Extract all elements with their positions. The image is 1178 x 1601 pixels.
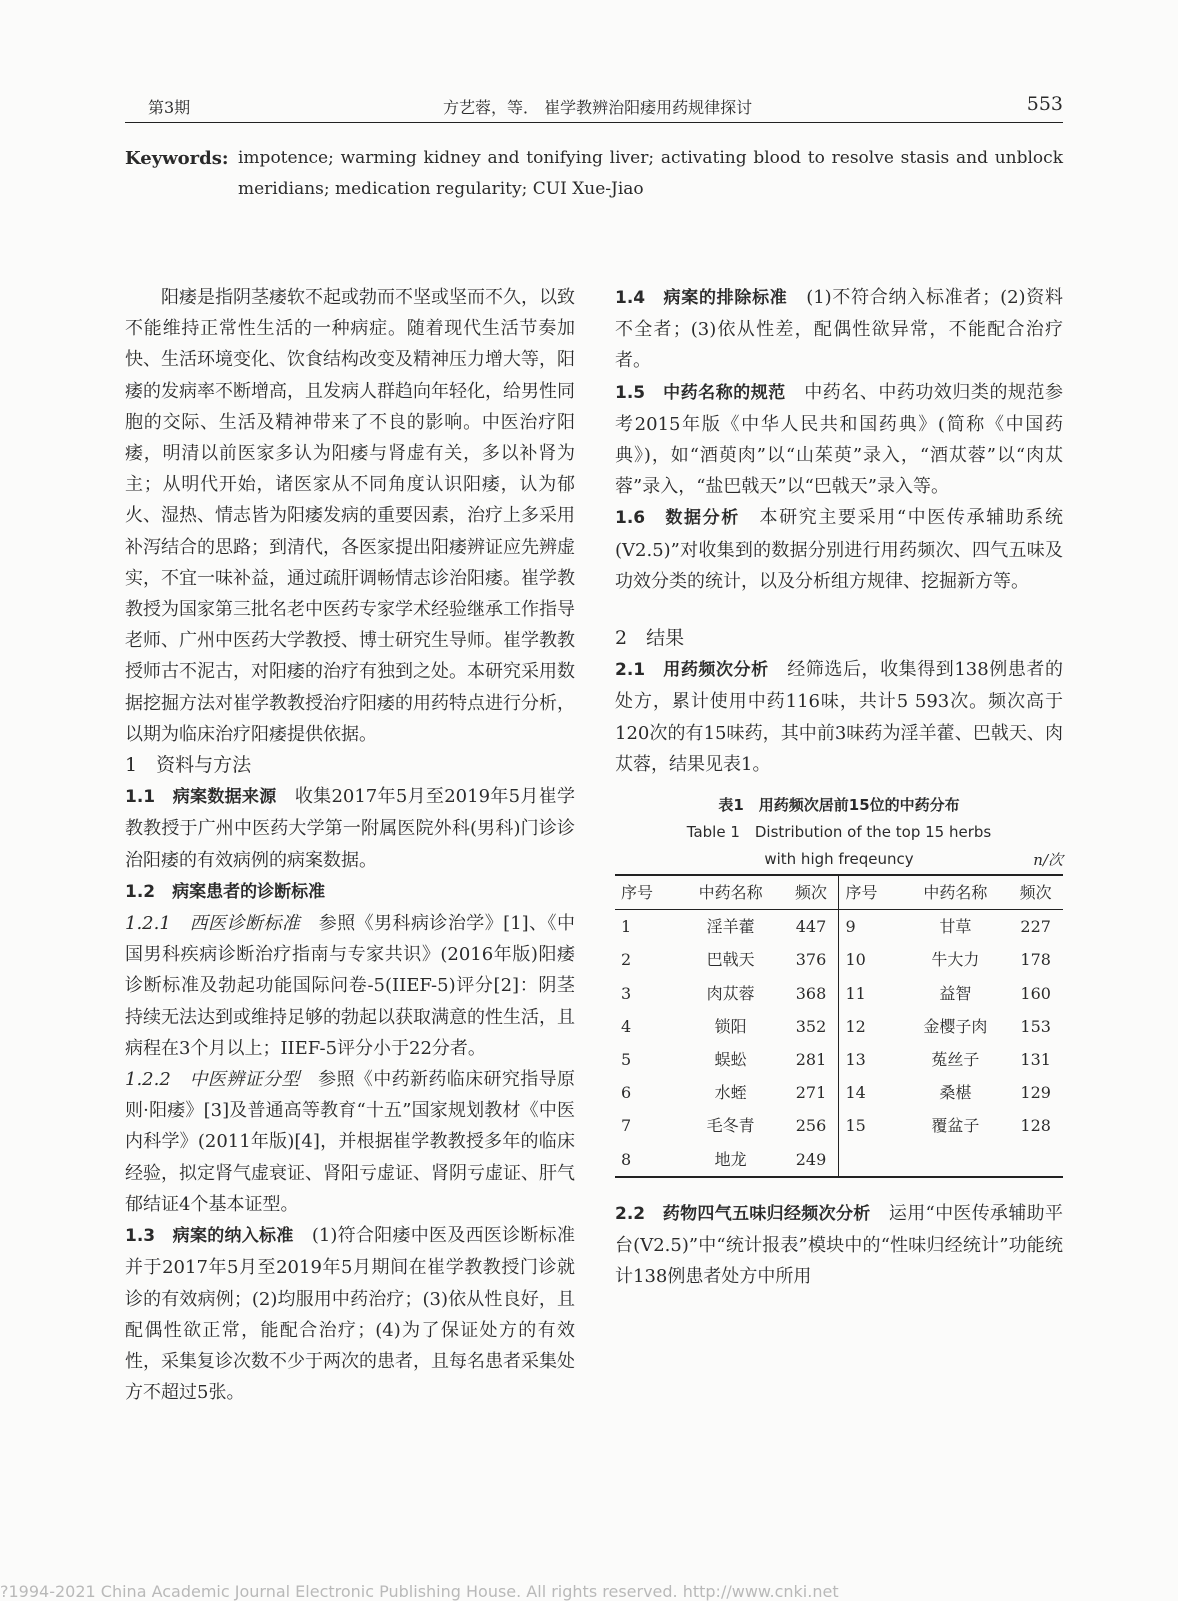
table-header-cell: 中药名称 <box>902 875 1008 910</box>
section-1-6 <box>615 502 1063 597</box>
table-cell: 271 <box>795 1083 827 1103</box>
table-cell: 甘草 <box>939 917 972 937</box>
section-1-4-text: (1)不符合纳入标准者；(2)资料不全者；(3)依从性差，配偶性欲异常，不能配合治疗者。 <box>615 287 1063 372</box>
table-cell: 淫羊藿 <box>706 917 755 937</box>
left-column <box>125 282 575 1408</box>
table-cell: 4 <box>621 1016 632 1036</box>
section-1-2-2-text: 参照《中药新药临床研究指导原则·阳痿》[3]及普通高等教育“十五”国家规划教材《中医内科学》(2011年版)[4]，并根据崔学教教授多年的临床经验，拟定肾气虚衰证、肾阳亏虚证、肾阴亏虚证、肝气郁结证4个基本证型。 <box>125 1069 575 1215</box>
section-1-2-heading: 1.2 病案患者的诊断标准 <box>125 881 326 902</box>
copyright-footer: ?1994-2021 China Academic Journal Electronic Publishing House. All rights reserved. http://www.cnki.net <box>0 1582 839 1601</box>
table-header-cell: 序号 <box>839 875 902 910</box>
table-cell: 128 <box>1020 1116 1051 1136</box>
table-header-cell: 频次 <box>784 875 839 910</box>
table-cell: 蜈蚣 <box>714 1050 747 1070</box>
table-row <box>615 1076 1063 1109</box>
table-cell: 9 <box>839 910 902 944</box>
table-cell: 281 <box>795 1050 827 1070</box>
section-1-1-heading: 1.1 病案数据来源 <box>125 787 277 808</box>
table-cell <box>1008 1143 1063 1177</box>
table-cell: 256 <box>795 1116 827 1136</box>
section-1-5-text: 中药名、中药功效归类的规范参考2015年版《中华人民共和国药典》(简称《中国药典》)，如“酒萸肉”以“山茱萸”录入，“酒苁蓉”以“肉苁蓉”录入，“盐巴戟天”以“巴戟天”录入等。 <box>615 381 1063 498</box>
table-row <box>615 943 1063 976</box>
section-2-title: 2 结果 <box>615 627 685 650</box>
table-cell: 11 <box>839 977 902 1010</box>
table-cell: 131 <box>1020 1050 1051 1070</box>
section-1-title: 1 资料与方法 <box>125 754 252 777</box>
section-1-2 <box>125 876 575 908</box>
section-1-2-1-heading: 1.2.1 西医诊断标准 <box>125 913 301 935</box>
intro-paragraph: 阳痿是指阴茎痿软不起或勃而不坚或坚而不久，以致不能维持正常性生活的一种病症。随着现代生活节奏加快、生活环境变化、饮食结构改变及精神压力增大等，阳痿的发病率不断增高，且发病人群趋向年轻化，给男性同胞的交际、生活及精神带来了不良的影响。中医治疗阳痿，明清以前医家多认为阳痿与肾虚有关，多以补肾为主；从明代开始，诸医家从不同角度认识阳痿，认为郁火、湿热、情志皆为阳痿发病的重要因素，治疗上多采用补泻结合的思路；到清代，各医家提出阳痿辨证应先辨虚实，不宜一味补益，通过疏肝调畅情志诊治阳痿。崔学教教授为国家第三批名老中医药专家学术经验继承工作指导老师、广州中医药大学教授、博士研究生导师。崔学教教授师古不泥古，对阳痿的治疗有独到之处。本研究采用数据挖掘方法对崔学教教授治疗阳痿的用药特点进行分析，以期为临床治疗阳痿提供依据。 <box>125 287 575 745</box>
issue-label: 第3期 <box>148 98 191 117</box>
table-1-caption-en-2: with high freqeuncy <box>764 850 914 869</box>
table-row <box>615 1043 1063 1076</box>
table-cell: 129 <box>1020 1083 1051 1103</box>
section-1-6-heading: 1.6 数据分析 <box>615 508 740 529</box>
table-cell: 3 <box>621 983 632 1003</box>
table-cell: 桑椹 <box>939 1083 972 1103</box>
keywords-label: Keywords: <box>125 148 229 169</box>
section-2-1 <box>615 654 1063 780</box>
table-cell: 牛大力 <box>931 950 980 970</box>
table-cell: 227 <box>1020 917 1051 937</box>
table-1-caption-zh: 表1 用药频次居前15位的中药分布 <box>718 796 960 815</box>
section-1-3-heading: 1.3 病案的纳入标准 <box>125 1226 294 1247</box>
running-title: 方艺蓉，等． 崔学教辨治阳痿用药规律探讨 <box>443 98 753 117</box>
table-header-row <box>615 875 1063 910</box>
section-1-4 <box>615 282 1063 377</box>
table-cell: 锁阳 <box>714 1016 747 1036</box>
table-cell: 覆盆子 <box>931 1116 980 1136</box>
table-row <box>615 1010 1063 1043</box>
table-cell: 水蛭 <box>714 1083 747 1103</box>
table-1-caption-en-1: Table 1 Distribution of the top 15 herbs <box>686 823 992 842</box>
table-cell: 160 <box>1020 983 1051 1003</box>
table-cell: 249 <box>784 1143 839 1177</box>
table-row <box>615 1109 1063 1142</box>
table-1-body <box>615 910 1063 1177</box>
table-row <box>615 910 1063 944</box>
table-header-cell: 中药名称 <box>678 875 784 910</box>
table-cell: 376 <box>795 950 827 970</box>
table-cell: 14 <box>839 1076 902 1109</box>
table-row <box>615 977 1063 1010</box>
section-1-4-heading: 1.4 病案的排除标准 <box>615 288 788 308</box>
right-column <box>615 282 1063 1292</box>
section-2-2-text: 运用“中医传承辅助平台(V2.5)”中“统计报表”模块中的“性味归经统计”功能统计138例患者处方中所用 <box>615 1202 1063 1288</box>
table-1-unit: n/次 <box>1033 851 1063 870</box>
section-1-1-text: 收集2017年5月至2019年5月崔学教教授于广州中医药大学第一附属医院外科(男科)门诊诊治阳痿的有效病例的病案数据。 <box>125 786 575 871</box>
section-1-2-2 <box>125 1064 575 1220</box>
section-2-1-text: 经筛选后，收集得到138例患者的处方，累计使用中药116味，共计5 593次。频次高于120次的有15味药，其中前3味药为淫羊藿、巴戟天、肉苁蓉，结果见表1。 <box>615 659 1063 775</box>
section-1-2-1-text: 参照《男科病诊治学》[1]、《中国男科疾病诊断治疗指南与专家共识》(2016年版)阳痿诊断标准及勃起功能国际问卷-5(IIEF-5)评分[2]：阴茎持续无法达到或维持足够的勃起以获取满意的性生活，且病程在3个月以上；IIEF-5评分小于22分者。 <box>125 913 575 1059</box>
table-cell: 12 <box>839 1010 902 1043</box>
section-1-2-2-heading: 1.2.2 中医辨证分型 <box>125 1069 300 1091</box>
section-1-2-1 <box>125 908 575 1064</box>
table-cell <box>839 1143 902 1177</box>
table-cell: 5 <box>621 1050 632 1070</box>
table-cell: 毛冬青 <box>706 1116 755 1136</box>
table-cell: 10 <box>839 943 902 976</box>
table-cell: 447 <box>795 917 827 937</box>
table-cell: 2 <box>621 950 632 970</box>
section-1-5 <box>615 377 1063 503</box>
header-rule <box>125 122 1063 123</box>
table-cell: 178 <box>1020 950 1051 970</box>
table-cell: 6 <box>621 1083 632 1103</box>
table-header-cell: 序号 <box>615 875 678 910</box>
table-cell: 13 <box>839 1043 902 1076</box>
section-2-2 <box>615 1198 1063 1293</box>
keywords-text: impotence; warming kidney and tonifying liver; activating blood to resolve stasis and unblock meridians; medication regularity; CUI Xue-Jiao <box>238 148 1063 199</box>
section-1-3-text: (1)符合阳痿中医及西医诊断标准并于2017年5月至2019年5月期间在崔学教教授门诊就诊的有效病例；(2)均服用中药治疗；(3)依从性良好，且配偶性欲正常，能配合治疗；(4)为了保证处方的有效性，采集复诊次数不少于两次的患者，且每名患者采集处方不超过5张。 <box>125 1225 575 1404</box>
table-row <box>615 1143 1063 1177</box>
table-cell <box>902 1143 1008 1177</box>
table-cell: 金樱子肉 <box>923 1016 988 1036</box>
table-cell: 菟丝子 <box>931 1050 980 1070</box>
section-2-1-heading: 2.1 用药频次分析 <box>615 660 769 681</box>
section-1-5-heading: 1.5 中药名称的规范 <box>615 382 786 403</box>
table-cell: 352 <box>795 1016 827 1036</box>
table-cell: 1 <box>621 917 632 937</box>
table-cell: 巴戟天 <box>706 950 755 970</box>
section-1-6-text: 本研究主要采用“中医传承辅助系统(V2.5)”对收集到的数据分别进行用药频次、四气五味及功效分类的统计，以及分析组方规律、挖掘新方等。 <box>615 507 1063 592</box>
table-cell: 153 <box>1020 1016 1051 1036</box>
table-cell: 15 <box>839 1109 902 1142</box>
section-2-2-heading: 2.2 药物四气五味归经频次分析 <box>615 1203 871 1224</box>
section-1-3 <box>125 1220 575 1408</box>
table-cell: 368 <box>795 983 827 1003</box>
table-cell: 肉苁蓉 <box>706 983 755 1003</box>
section-1-1 <box>125 781 575 876</box>
table-cell: 8 <box>615 1143 678 1177</box>
table-cell: 益智 <box>939 983 972 1003</box>
table-1 <box>615 874 1063 1178</box>
page-number: 553 <box>1026 93 1063 115</box>
table-cell: 7 <box>621 1116 632 1136</box>
table-header-cell: 频次 <box>1008 875 1063 910</box>
running-header <box>125 93 1063 119</box>
table-cell: 地龙 <box>678 1143 784 1177</box>
